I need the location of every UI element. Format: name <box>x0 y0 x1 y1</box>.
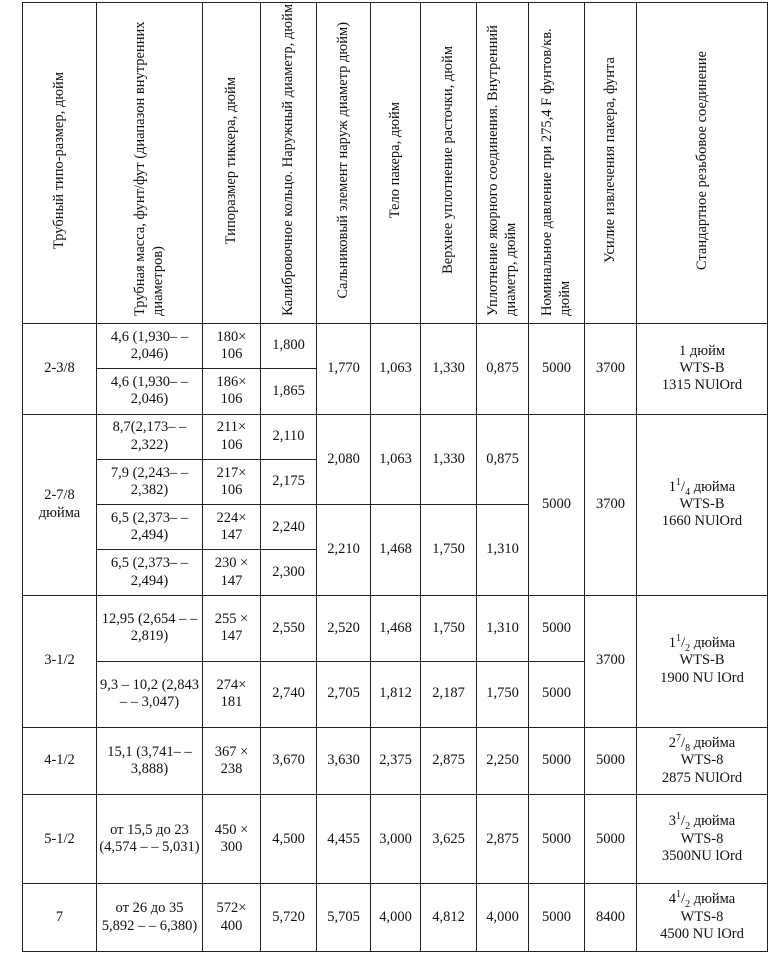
thread-cell: $3^1/_2$ дюйма WTS-8 3500NU lOrd <box>637 795 768 884</box>
upper-seal-cell: 1,330 <box>421 414 477 505</box>
upper-seal-cell: 1,750 <box>421 595 477 661</box>
ticker-size-cell: 274× 181 <box>203 661 261 727</box>
pipe-mass-cell: 9,3 – 10,2 (2,843 – – 3,047) <box>97 661 203 727</box>
header-rated-pressure: Номинальное давление при 275,4 F фунтов/кв. дюйм <box>529 3 585 324</box>
table-row <box>23 414 768 459</box>
table-row <box>23 727 768 795</box>
pull-force-cell: 5000 <box>585 795 637 884</box>
ticker-size-cell: 217× 106 <box>203 459 261 504</box>
gauge-ring-cell: 2,300 <box>261 550 317 595</box>
rated-pressure-cell: 5000 <box>529 727 585 795</box>
gauge-ring-cell: 3,670 <box>261 727 317 795</box>
upper-seal-cell: 4,812 <box>421 884 477 952</box>
thread-cell: 1 дюйм WTS-B 1315 NUlOrd <box>637 324 768 415</box>
gauge-ring-cell: 1,865 <box>261 369 317 414</box>
pipe-mass-cell: 4,6 (1,930– – 2,046) <box>97 324 203 369</box>
gauge-ring-cell: 2,110 <box>261 414 317 459</box>
rated-pressure-cell: 5000 <box>529 595 585 661</box>
anchor-seal-cell: 1,750 <box>477 661 529 727</box>
header-packer-body: Тело пакера, дюйм <box>371 3 421 324</box>
header-pull-force: Усилие извлечения пакера, фунта <box>585 3 637 324</box>
anchor-seal-cell: 4,000 <box>477 884 529 952</box>
gauge-ring-cell: 2,740 <box>261 661 317 727</box>
gauge-ring-cell: 1,800 <box>261 324 317 369</box>
header-pipe-size: Трубный типо-размер, дюйм <box>23 3 97 324</box>
gland-element-cell: 2,210 <box>317 505 371 596</box>
pipe-size-cell: 7 <box>23 884 97 952</box>
upper-seal-cell: 2,875 <box>421 727 477 795</box>
packer-body-cell: 3,000 <box>371 795 421 884</box>
gland-element-cell: 5,705 <box>317 884 371 952</box>
pipe-size-cell: 2-7/8 дюйма <box>23 414 97 595</box>
packer-body-cell: 4,000 <box>371 884 421 952</box>
gauge-ring-cell: 5,720 <box>261 884 317 952</box>
pipe-size-cell: 5-1/2 <box>23 795 97 884</box>
anchor-seal-cell: 2,875 <box>477 795 529 884</box>
upper-seal-cell: 3,625 <box>421 795 477 884</box>
thread-cell: $4^1/_2$ дюйма WTS-8 4500 NU lOrd <box>637 884 768 952</box>
thread-cell: $1^1/_4$ дюйма WTS-B 1660 NUlOrd <box>637 414 768 595</box>
table-row <box>23 324 768 369</box>
pipe-size-cell: 3-1/2 <box>23 595 97 727</box>
ticker-size-cell: 450 × 300 <box>203 795 261 884</box>
packer-body-cell: 1,468 <box>371 505 421 596</box>
gauge-ring-cell: 2,240 <box>261 505 317 550</box>
thread-cell: $2^7/_8$ дюйма WTS-8 2875 NUlOrd <box>637 727 768 795</box>
table-row <box>23 884 768 952</box>
pipe-mass-cell: 15,1 (3,741– – 3,888) <box>97 727 203 795</box>
ticker-size-cell: 230 × 147 <box>203 550 261 595</box>
header-row <box>23 3 768 324</box>
gauge-ring-cell: 4,500 <box>261 795 317 884</box>
gland-element-cell: 3,630 <box>317 727 371 795</box>
pull-force-cell: 3700 <box>585 595 637 727</box>
gland-element-cell: 2,705 <box>317 661 371 727</box>
upper-seal-cell: 1,330 <box>421 324 477 415</box>
ticker-size-cell: 255 × 147 <box>203 595 261 661</box>
pull-force-cell: 8400 <box>585 884 637 952</box>
rated-pressure-cell: 5000 <box>529 884 585 952</box>
pipe-mass-cell: 6,5 (2,373– – 2,494) <box>97 505 203 550</box>
ticker-size-cell: 224× 147 <box>203 505 261 550</box>
gland-element-cell: 2,080 <box>317 414 371 505</box>
anchor-seal-cell: 1,310 <box>477 505 529 596</box>
ticker-size-cell: 186× 106 <box>203 369 261 414</box>
header-upper-seal: Верхнее уплотнение расточки, дюйм <box>421 3 477 324</box>
packer-body-cell: 1,063 <box>371 414 421 505</box>
upper-seal-cell: 1,750 <box>421 505 477 596</box>
rated-pressure-cell: 5000 <box>529 795 585 884</box>
pull-force-cell: 5000 <box>585 727 637 795</box>
anchor-seal-cell: 0,875 <box>477 414 529 505</box>
pull-force-cell: 3700 <box>585 414 637 595</box>
gauge-ring-cell: 2,175 <box>261 459 317 504</box>
header-gauge-ring: Калибровочное кольцо. Наружный диаметр, дюйм <box>261 3 317 324</box>
table-row <box>23 595 768 661</box>
pipe-mass-cell: 12,95 (2,654 – – 2,819) <box>97 595 203 661</box>
ticker-size-cell: 367 × 238 <box>203 727 261 795</box>
packer-body-cell: 1,063 <box>371 324 421 415</box>
header-ticker-size: Типоразмер тиккера, дюйм <box>203 3 261 324</box>
pull-force-cell: 3700 <box>585 324 637 415</box>
header-pipe-mass: Трубная масса, фунт/фут (диапазон внутренних диаметров) <box>97 3 203 324</box>
thread-cell: $1^1/_2$ дюйма WTS-B 1900 NU lOrd <box>637 595 768 727</box>
anchor-seal-cell: 2,250 <box>477 727 529 795</box>
pipe-mass-cell: 6,5 (2,373– – 2,494) <box>97 550 203 595</box>
pipe-mass-cell: от 26 до 35 5,892 – – 6,380) <box>97 884 203 952</box>
pipe-size-cell: 2-3/8 <box>23 324 97 415</box>
rated-pressure-cell: 5000 <box>529 324 585 415</box>
gland-element-cell: 4,455 <box>317 795 371 884</box>
rated-pressure-cell: 5000 <box>529 661 585 727</box>
header-anchor-seal: Уплотнение якорного соединения. Внутренний диаметр, дюйм <box>477 3 529 324</box>
packer-body-cell: 1,812 <box>371 661 421 727</box>
packer-body-cell: 1,468 <box>371 595 421 661</box>
header-gland-element: Сальниковый элемент наруж диаметр дюйм) <box>317 3 371 324</box>
ticker-size-cell: 572× 400 <box>203 884 261 952</box>
gland-element-cell: 1,770 <box>317 324 371 415</box>
table-row <box>23 795 768 884</box>
gauge-ring-cell: 2,550 <box>261 595 317 661</box>
pipe-size-cell: 4-1/2 <box>23 727 97 795</box>
anchor-seal-cell: 1,310 <box>477 595 529 661</box>
upper-seal-cell: 2,187 <box>421 661 477 727</box>
ticker-size-cell: 180× 106 <box>203 324 261 369</box>
pipe-mass-cell: от 15,5 до 23 (4,574 – – 5,031) <box>97 795 203 884</box>
packer-spec-table <box>22 2 768 952</box>
pipe-mass-cell: 8,7(2,173– – 2,322) <box>97 414 203 459</box>
anchor-seal-cell: 0,875 <box>477 324 529 415</box>
packer-body-cell: 2,375 <box>371 727 421 795</box>
ticker-size-cell: 211× 106 <box>203 414 261 459</box>
gland-element-cell: 2,520 <box>317 595 371 661</box>
pipe-mass-cell: 4,6 (1,930– – 2,046) <box>97 369 203 414</box>
rated-pressure-cell: 5000 <box>529 414 585 595</box>
pipe-mass-cell: 7,9 (2,243– – 2,382) <box>97 459 203 504</box>
header-thread: Стандартное резьбовое соединение <box>637 3 768 324</box>
